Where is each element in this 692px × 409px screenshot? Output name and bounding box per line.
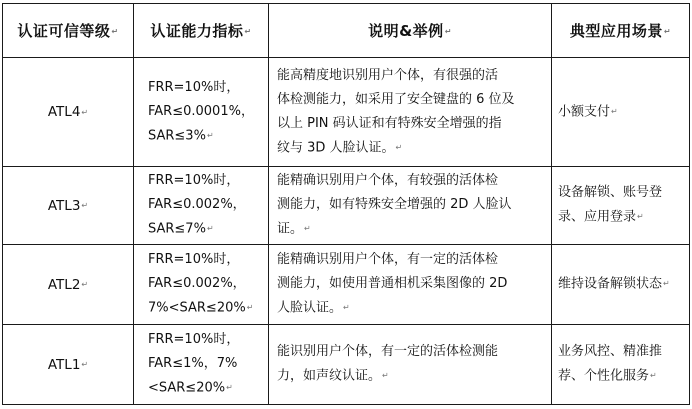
scenario-cell: 业务风控、精准推 荐、个性化服务↵ [552, 325, 690, 405]
table-row [3, 245, 690, 325]
description-cell: 能精确识别用户个体，有一定的活体检 测能力，如使用普通相机采集图像的 2D 人脸认证。↵ [269, 245, 552, 325]
indicator-cell: FRR=10%时， FAR≤0.002%， SAR≤7%↵ [134, 167, 269, 245]
level-cell: ATL1↵ [3, 325, 134, 405]
description-cell: 能高精度地识别用户个体，有很强的活 体检测能力，如采用了安全键盘的 6 位及 以上 PIN 码认证和有特殊安全增强的指 纹与 3D 人脸认证。↵ [269, 58, 552, 167]
atl-table [2, 3, 690, 405]
header-scenario: 典型应用场景↵ [552, 4, 690, 58]
header-row [3, 4, 690, 58]
table-row [3, 325, 690, 405]
level-cell: ATL4↵ [3, 58, 134, 167]
level-cell: ATL2↵ [3, 245, 134, 325]
description-cell: 能识别用户个体，有一定的活体检测能 力，如声纹认证。↵ [269, 325, 552, 405]
header-indicator: 认证能力指标↵ [134, 4, 269, 58]
scenario-cell: 维持设备解锁状态↵ [552, 245, 690, 325]
scenario-cell: 小额支付↵ [552, 58, 690, 167]
level-cell: ATL3↵ [3, 167, 134, 245]
indicator-cell: FRR=10%时， FAR≤1%，7% <SAR≤20%↵ [134, 325, 269, 405]
description-cell: 能精确识别用户个体，有较强的活体检 测能力，如有特殊安全增强的 2D 人脸认 证。↵ [269, 167, 552, 245]
indicator-cell: FRR=10%时， FAR≤0.0001%， SAR≤3%↵ [134, 58, 269, 167]
scenario-cell: 设备解锁、账号登 录、应用登录↵ [552, 167, 690, 245]
header-level: 认证可信等级↵ [3, 4, 134, 58]
table-row [3, 167, 690, 245]
table-row [3, 58, 690, 167]
indicator-cell: FRR=10%时， FAR≤0.002%， 7%<SAR≤20%↵ [134, 245, 269, 325]
header-description: 说明&举例↵ [269, 4, 552, 58]
